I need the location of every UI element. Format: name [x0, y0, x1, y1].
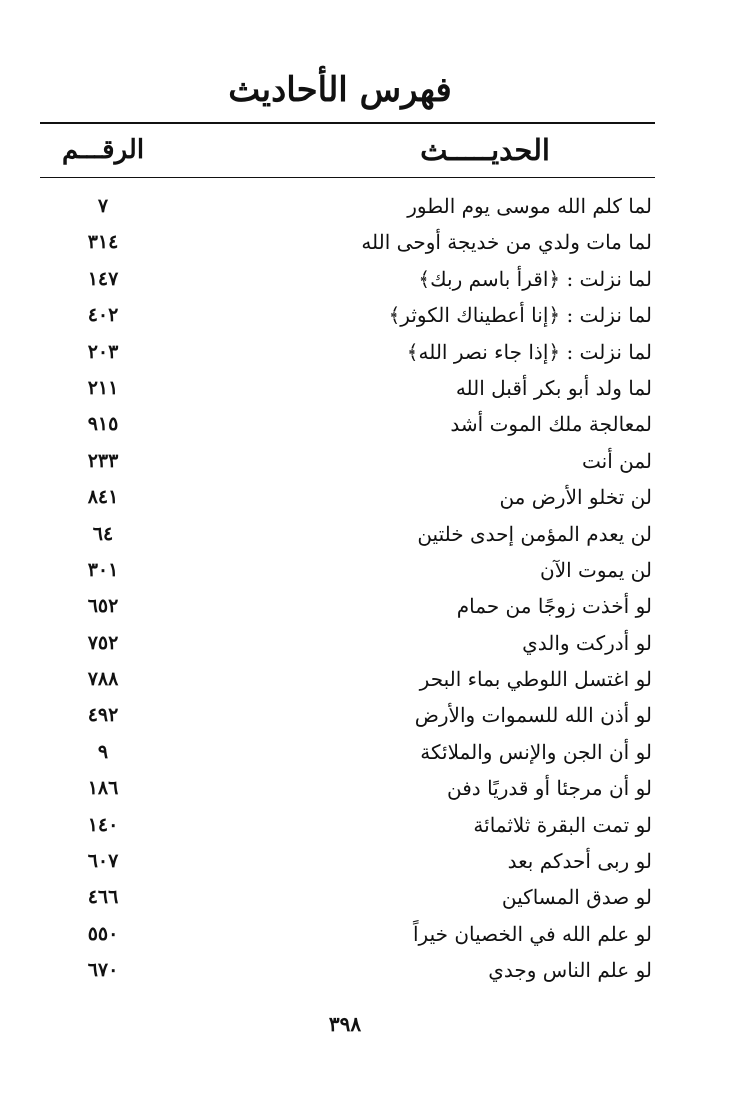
hadith-text: لما مات ولدي من خديجة أوحى الله [361, 230, 652, 255]
index-row [40, 479, 655, 515]
hadith-text: لما ولد أبو بكر أقبل الله [455, 375, 652, 400]
header-bottom-rule [40, 177, 655, 178]
hadith-number: ٥٥٠ [87, 922, 119, 945]
hadith-index-list [40, 188, 655, 989]
hadith-text: لو أن الجن والإنس والملائكة [420, 739, 652, 764]
hadith-number: ٦٤ [92, 522, 114, 545]
hadith-text: لما نزلت : ﴿اقرأ باسم ربك﴾ [418, 266, 652, 291]
hadith-number: ٦٧٠ [87, 959, 119, 982]
page-title: فهرس الأحاديث [228, 70, 452, 110]
hadith-number: ٢١١ [87, 376, 119, 399]
hadith-number: ٤٦٦ [87, 886, 119, 909]
hadith-number: ٧٨٨ [87, 668, 119, 691]
hadith-number: ١٤٧ [87, 267, 119, 290]
hadith-text: لو أدركت والدي [522, 630, 652, 655]
index-row [40, 843, 655, 879]
hadith-number: ٦٠٧ [87, 850, 119, 873]
hadith-number: ٨٤١ [87, 486, 119, 509]
page-number: ٣٩٨ [328, 1012, 362, 1036]
hadith-number: ٣٠١ [87, 558, 119, 581]
hadith-number: ٩ [97, 740, 109, 763]
hadith-text: لو علم الناس وجدي [488, 958, 652, 983]
index-row [40, 588, 655, 624]
hadith-number: ٣١٤ [87, 231, 119, 254]
hadith-text: لو صدق المساكين [501, 885, 652, 910]
index-row [40, 334, 655, 370]
index-row [40, 916, 655, 952]
hadith-text: لما نزلت : ﴿إنا أعطيناك الكوثر﴾ [388, 303, 652, 328]
hadith-text: لو تمت البقرة ثلاثمائة [473, 812, 652, 837]
index-row [40, 443, 655, 479]
index-row [40, 952, 655, 988]
index-row [40, 625, 655, 661]
hadith-number: ٤٠٢ [87, 304, 119, 327]
hadith-number: ٩١٥ [87, 413, 119, 436]
hadith-number: ١٨٦ [87, 777, 119, 800]
index-row [40, 261, 655, 297]
hadith-number: ١٤٠ [87, 813, 119, 836]
index-row [40, 516, 655, 552]
hadith-number: ٢٠٣ [87, 340, 119, 363]
hadith-number: ٧ [97, 195, 109, 217]
hadith-text: لما نزلت : ﴿إذا جاء نصر الله﴾ [406, 339, 652, 364]
index-row [40, 734, 655, 770]
hadith-text: لن يموت الآن [540, 557, 652, 582]
index-row [40, 224, 655, 260]
hadith-text: لمعالجة ملك الموت أشد [450, 412, 652, 437]
index-row [40, 552, 655, 588]
hadith-number: ٢٣٣ [87, 449, 119, 472]
hadith-number: ٤٩٢ [87, 704, 119, 727]
hadith-text: لن يعدم المؤمن إحدى خلتين [417, 521, 652, 546]
hadith-text: لو أذن الله للسموات والأرض [414, 703, 652, 728]
hadith-text: لو اغتسل اللوطي بماء البحر [419, 667, 652, 692]
index-row [40, 770, 655, 806]
index-row [40, 879, 655, 915]
index-row [40, 697, 655, 733]
column-header-number: الرقـــم [62, 135, 145, 165]
index-row [40, 297, 655, 333]
hadith-text: لو ربى أحدكم بعد [507, 849, 652, 874]
hadith-text: لمن أنت [582, 448, 652, 473]
index-row [40, 807, 655, 843]
hadith-text: لو علم الله في الخصيان خيراً [412, 921, 652, 946]
hadith-number: ٧٥٢ [87, 631, 119, 654]
header-top-rule [40, 122, 655, 124]
hadith-text: لن تخلو الأرض من [499, 485, 652, 510]
column-header-hadith: الحديـــــث [420, 133, 550, 167]
hadith-text: لو أخذت زوجًا من حمام [456, 594, 652, 619]
index-row [40, 188, 655, 224]
hadith-number: ٦٥٢ [87, 595, 119, 618]
hadith-text: لما كلم الله موسى يوم الطور [407, 194, 652, 218]
index-row [40, 370, 655, 406]
index-row [40, 406, 655, 442]
index-row [40, 661, 655, 697]
hadith-text: لو أن مرجئا أو قدريًا دفن [447, 776, 652, 801]
